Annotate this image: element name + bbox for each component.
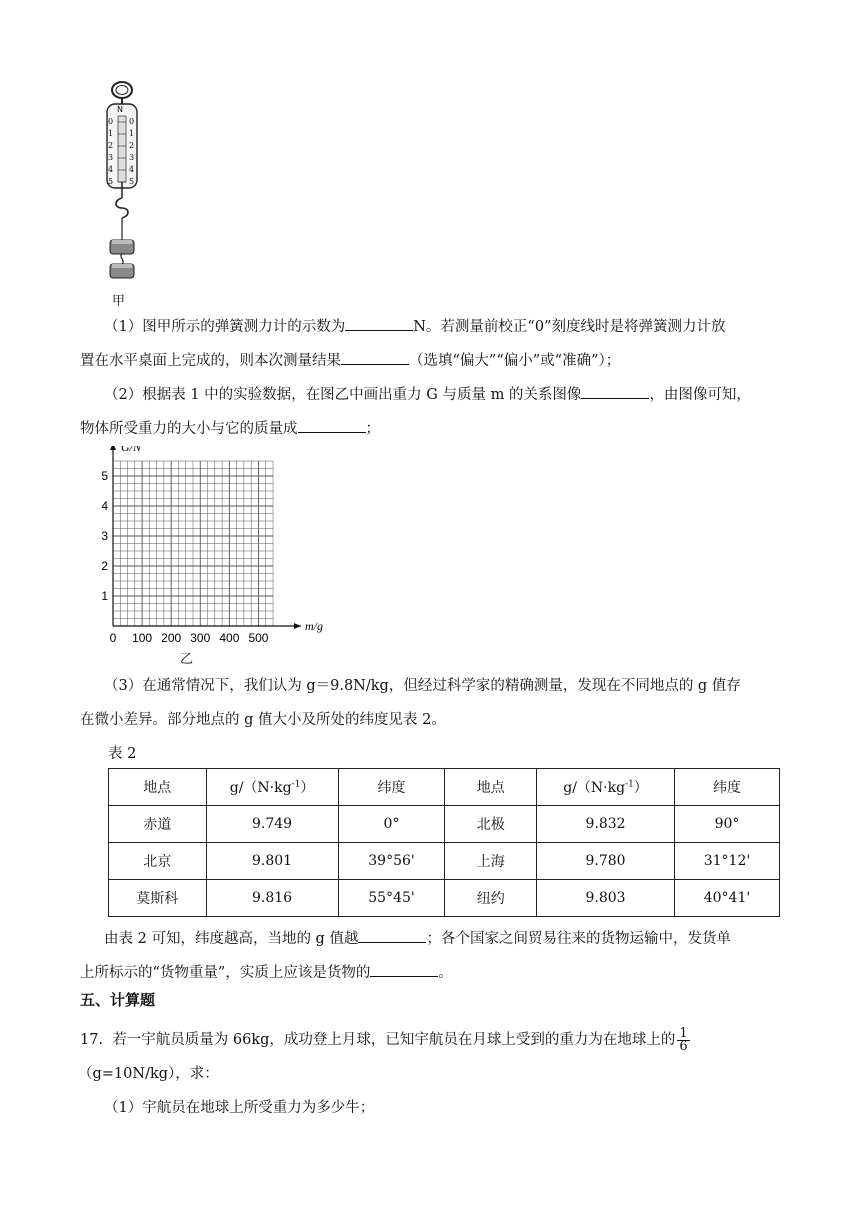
tick-label: 3 <box>129 153 135 162</box>
table-cell: 上海 <box>445 843 537 880</box>
x-tick-label: 500 <box>248 631 269 645</box>
scale-left-ticks <box>108 116 113 188</box>
tick-label: 1 <box>129 129 135 138</box>
table-cell: 0° <box>338 806 445 843</box>
table-cell: 北京 <box>109 843 207 880</box>
tick-label: 4 <box>108 165 114 174</box>
q17-line2: （g=10N/kg），求： <box>78 1066 219 1082</box>
x-tick-label: 100 <box>132 631 153 645</box>
answer-blank[interactable] <box>358 928 426 943</box>
table-header-cell: 地点 <box>109 769 207 806</box>
answer-blank[interactable] <box>341 350 409 365</box>
tick-label: 5 <box>108 177 114 186</box>
figure-yi-chart <box>95 446 345 666</box>
answer-blank[interactable] <box>581 384 649 399</box>
after-table-line2: 上所标示的“货物重量”，实质上应该是货物的 。 <box>80 962 453 983</box>
table-header-cell: $g/(N\cdot kg^{-1})$ <box>206 769 338 806</box>
table-cell: 9.832 <box>537 806 675 843</box>
table-cell: 31°12' <box>674 843 779 880</box>
table-row <box>109 806 780 843</box>
q3-line1: （3）在通常情况下，我们认为 g＝9.8N/kg，但经过科学家的精确测量，发现在不同地点的 g 值存 <box>104 678 741 694</box>
q17-sub1: （1）宇航员在地球上所受重力为多少牛； <box>104 1100 375 1116</box>
q1-line1: （1）图甲所示的弹簧测力计的示数为 N。若测量前校正“0”刻度线时是将弹簧测力计放 <box>104 316 725 337</box>
table2-caption: 表 2 <box>108 746 137 762</box>
x-tick-label: 400 <box>219 631 240 645</box>
table-cell: 55°45' <box>338 880 445 917</box>
answer-blank[interactable] <box>370 962 438 977</box>
tick-label: 0 <box>129 117 135 126</box>
q17-line1: 17. 若一宇航员质量为 66kg，成功登上月球，已知宇航员在月球上受到的重力为在地球上的 $\frac{1}{6}$ <box>80 1025 688 1054</box>
tick-label: 2 <box>129 141 135 150</box>
table-header-row <box>109 769 780 806</box>
after-table-line1: 由表 2 可知，纬度越高，当地的 g 值越 ；各个国家之间贸易往来的货物运输中，发货单 <box>104 928 731 949</box>
tick-label: 4 <box>129 165 135 174</box>
scale-right-ticks <box>129 116 134 188</box>
y-tick-label: 5 <box>101 469 108 483</box>
table-row <box>109 880 780 917</box>
answer-blank[interactable] <box>345 316 413 331</box>
g-m-grid <box>95 446 345 666</box>
table-header-cell: 纬度 <box>674 769 779 806</box>
fraction-one-sixth: $\frac{1}{6}$ <box>679 1025 688 1054</box>
figure-yi-caption: 乙 <box>180 652 194 667</box>
table-cell: 40°41' <box>674 880 779 917</box>
table-cell: 纽约 <box>445 880 537 917</box>
tick-label: 3 <box>108 153 114 162</box>
tick-label: 5 <box>129 177 135 186</box>
table-header-cell: 地点 <box>445 769 537 806</box>
x-axis-arrow <box>294 623 301 629</box>
table-cell: 9.801 <box>206 843 338 880</box>
section-title: 五、计算题 <box>80 991 156 1009</box>
table-row <box>109 843 780 880</box>
q1-line2: 置在水平桌面上完成的，则本次测量结果 （选填“偏大”“偏小”或“准确”）； <box>80 350 620 371</box>
y-tick-label: 4 <box>101 499 108 513</box>
x-axis-label: m/g <box>305 619 323 633</box>
table-cell: 9.816 <box>206 880 338 917</box>
figure-jia-spring-scale <box>100 80 150 292</box>
tick-label: 2 <box>108 141 114 150</box>
table-2 <box>108 768 780 917</box>
table-cell: 90° <box>674 806 779 843</box>
y-axis-arrow <box>110 446 116 450</box>
table-cell: 莫斯科 <box>109 880 207 917</box>
scale-unit-label: N <box>117 105 123 114</box>
table-cell: 北极 <box>445 806 537 843</box>
tick-label: 0 <box>108 117 114 126</box>
table-cell: 9.749 <box>206 806 338 843</box>
table-cell: 39°56' <box>338 843 445 880</box>
q3-line2: 在微小差异。部分地点的 g 值大小及所处的纬度见表 2。 <box>80 712 446 728</box>
figure-jia-caption: 甲 <box>112 294 126 309</box>
x-tick-label: 200 <box>161 631 182 645</box>
x-tick-label: 0 <box>109 631 117 645</box>
table-cell: 9.803 <box>537 880 675 917</box>
y-tick-label: 2 <box>101 559 108 573</box>
y-tick-label: 3 <box>101 529 108 543</box>
table-cell: 赤道 <box>109 806 207 843</box>
y-tick-label: 1 <box>101 589 108 603</box>
table-cell: 9.780 <box>537 843 675 880</box>
x-tick-label: 300 <box>190 631 211 645</box>
y-axis-label: G/N <box>121 446 142 454</box>
q2-line2: 物体所受重力的大小与它的质量成 ； <box>80 418 380 439</box>
table-header-cell: $g/(N\cdot kg^{-1})$ <box>537 769 675 806</box>
answer-blank[interactable] <box>298 418 366 433</box>
q2-line1: （2）根据表 1 中的实验数据，在图乙中画出重力 G 与质量 m 的关系图像 ，由图像可知， <box>104 384 751 405</box>
tick-label: 1 <box>108 129 114 138</box>
table-header-cell: 纬度 <box>338 769 445 806</box>
